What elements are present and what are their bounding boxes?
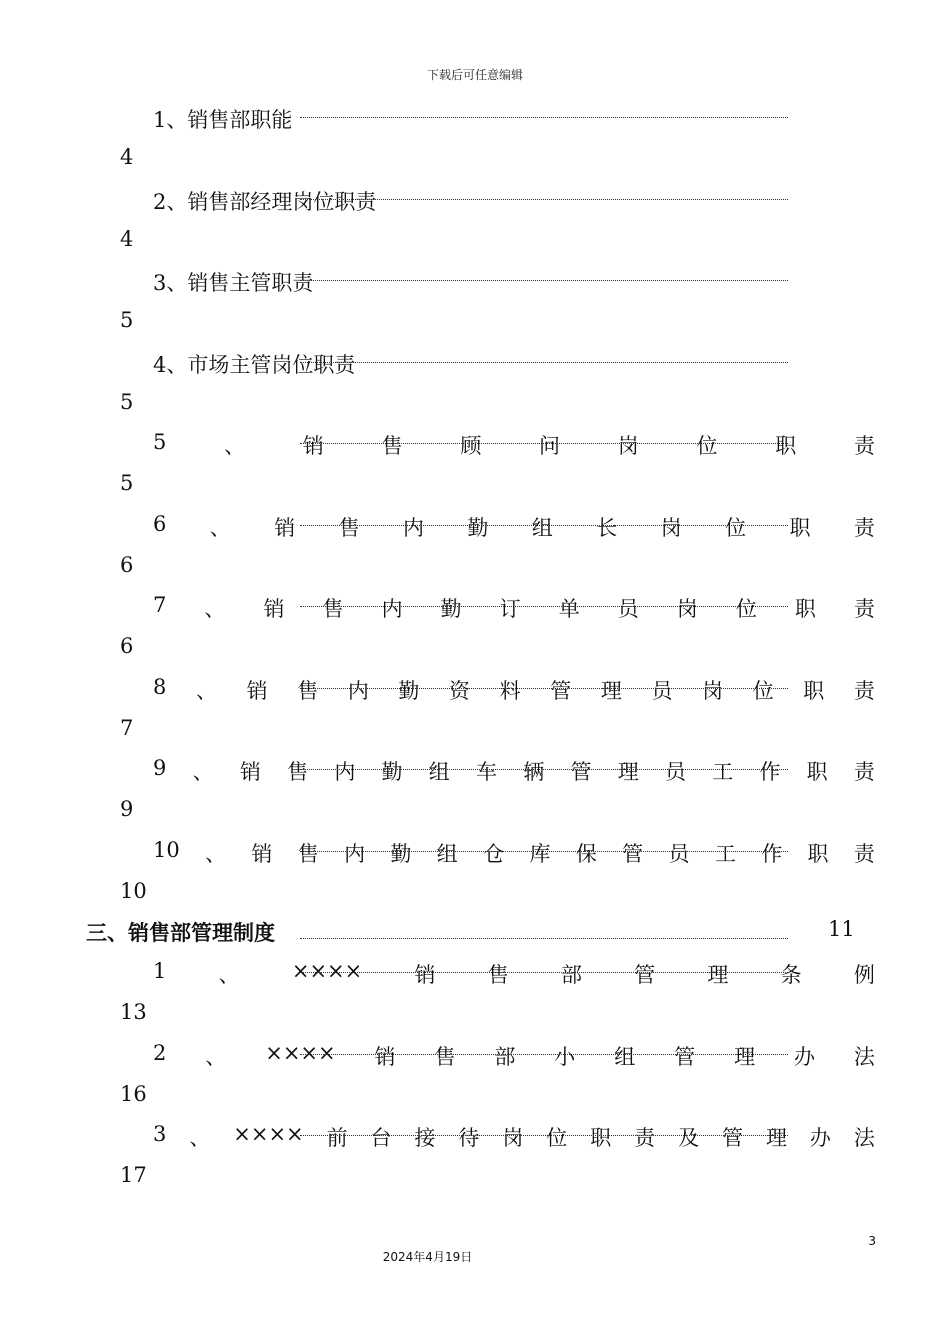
toc-char: 内 xyxy=(381,597,403,621)
toc-char: 内 xyxy=(403,515,424,540)
toc-char: 员 xyxy=(664,760,686,784)
toc-char: 销 xyxy=(263,597,285,621)
toc-leader xyxy=(300,606,788,607)
toc-char: 订 xyxy=(499,597,521,621)
toc-entry-page: 16 xyxy=(120,1081,147,1106)
toc-leader xyxy=(300,525,788,526)
toc-char: 责 xyxy=(853,678,875,703)
toc-char: 9 xyxy=(153,756,167,780)
toc-char: 位 xyxy=(752,678,774,703)
toc-char: 员 xyxy=(617,597,639,621)
toc-char: 管 xyxy=(570,760,592,784)
toc-char: 售 xyxy=(434,1044,456,1069)
toc-char: 位 xyxy=(696,434,718,458)
toc-char: 车 xyxy=(476,760,498,784)
toc-char: 台 xyxy=(370,1126,392,1150)
toc-entry-justified xyxy=(153,593,875,623)
toc-entry-justified xyxy=(153,1041,875,1071)
toc-char: 理 xyxy=(707,963,729,987)
toc-char: 、 xyxy=(192,760,214,784)
toc-char: 售 xyxy=(297,841,319,866)
toc-entry-page: 4 xyxy=(120,226,134,251)
toc-char: 6 xyxy=(153,511,167,536)
toc-entry-justified xyxy=(153,430,875,460)
toc-char: 勤 xyxy=(398,678,420,703)
toc-char: 办 xyxy=(793,1044,815,1069)
toc-leader xyxy=(300,117,788,118)
toc-char: 岗 xyxy=(660,515,682,540)
toc-char: ×××× xyxy=(291,959,363,983)
toc-char: 待 xyxy=(458,1126,480,1150)
toc-char: 8 xyxy=(153,674,167,699)
toc-char: 内 xyxy=(334,760,356,784)
toc-char: 接 xyxy=(414,1126,436,1150)
toc-char: 、 xyxy=(224,434,246,458)
toc-char: 工 xyxy=(714,841,736,866)
toc-char: 岗 xyxy=(702,678,724,703)
toc-entry-title: 4、市场主管岗位职责 xyxy=(153,352,356,377)
toc-entry-page: 5 xyxy=(120,308,134,332)
toc-char: 售 xyxy=(287,760,309,784)
toc-char: 管 xyxy=(622,841,644,866)
toc-leader xyxy=(300,972,788,973)
toc-char: 2 xyxy=(153,1040,167,1065)
toc-char: 岗 xyxy=(676,597,698,621)
toc-leader xyxy=(300,938,788,939)
toc-char: 售 xyxy=(338,515,360,540)
toc-char: ×××× xyxy=(233,1122,304,1146)
toc-char: 理 xyxy=(600,678,622,703)
toc-char: 作 xyxy=(761,841,783,866)
toc-leader xyxy=(300,1135,788,1136)
toc-char: 售 xyxy=(297,678,319,703)
toc-char: 职 xyxy=(775,434,797,458)
toc-char: 1 xyxy=(153,959,167,983)
toc-char: 员 xyxy=(651,678,673,703)
toc-char: 职 xyxy=(806,760,828,784)
toc-entry-page: 9 xyxy=(120,797,134,821)
toc-entry-page: 5 xyxy=(120,389,134,414)
toc-char: ×××× xyxy=(265,1040,336,1065)
toc-char: 单 xyxy=(558,597,580,621)
toc-char: 小 xyxy=(554,1044,576,1069)
toc-entry-page: 10 xyxy=(120,878,147,903)
footer-date: 2024年4月19日 xyxy=(382,1250,473,1264)
toc-entry-justified xyxy=(153,959,875,989)
toc-char: 辆 xyxy=(523,760,545,784)
toc-char: 顾 xyxy=(460,434,482,458)
toc-char: 内 xyxy=(347,678,369,703)
toc-char: 法 xyxy=(853,1044,875,1069)
toc-char: 管 xyxy=(634,963,656,987)
toc-char: 责 xyxy=(853,434,875,458)
toc-char: 职 xyxy=(794,597,816,621)
toc-char: 职 xyxy=(789,515,811,540)
toc-char: 法 xyxy=(853,1126,875,1150)
toc-leader xyxy=(300,362,788,363)
toc-char: 组 xyxy=(531,515,553,540)
toc-char: 部 xyxy=(494,1044,516,1069)
toc-char: 销 xyxy=(246,678,268,703)
toc-char: 库 xyxy=(529,841,551,866)
section-page: 11 xyxy=(828,917,855,941)
toc-leader xyxy=(300,688,788,689)
toc-entry-page: 4 xyxy=(120,145,134,169)
toc-char: 管 xyxy=(550,678,572,703)
toc-char: 责 xyxy=(853,760,875,784)
toc-char: 理 xyxy=(617,760,639,784)
section-heading: 三、销售部管理制度 xyxy=(86,921,275,945)
toc-char: 保 xyxy=(575,841,597,866)
toc-char: 岗 xyxy=(617,434,639,458)
toc-char: 售 xyxy=(381,434,403,458)
toc-char: 销 xyxy=(251,841,273,866)
toc-char: 10 xyxy=(153,837,180,862)
toc-leader xyxy=(300,443,788,444)
toc-char: 售 xyxy=(322,597,344,621)
toc-leader xyxy=(300,769,788,770)
toc-char: 售 xyxy=(487,963,509,987)
toc-char: 内 xyxy=(344,841,366,866)
toc-char: 勤 xyxy=(467,515,489,540)
toc-char: 资 xyxy=(449,678,471,703)
toc-char: 责 xyxy=(634,1126,656,1150)
toc-char: 责 xyxy=(853,515,875,540)
toc-char: 办 xyxy=(809,1126,831,1150)
toc-entry-justified xyxy=(153,838,875,868)
toc-char: 问 xyxy=(539,434,561,458)
toc-char: 岗 xyxy=(502,1126,524,1150)
toc-char: 、 xyxy=(218,963,240,987)
toc-char: 长 xyxy=(596,515,618,540)
toc-char: 责 xyxy=(853,841,875,866)
toc-char: 勤 xyxy=(381,760,403,784)
toc-char: 职 xyxy=(807,841,829,866)
toc-entry-title: 1、销售部职能 xyxy=(153,108,293,132)
toc-char: 及 xyxy=(678,1126,700,1150)
toc-char: 理 xyxy=(734,1044,756,1069)
toc-char: 条 xyxy=(780,963,802,987)
toc-char: 销 xyxy=(274,515,296,540)
toc-char: 销 xyxy=(374,1044,396,1069)
toc-entry-justified xyxy=(153,512,875,542)
toc-char: 7 xyxy=(153,593,167,617)
toc-char: 位 xyxy=(725,515,747,540)
toc-leader xyxy=(300,851,788,852)
toc-char: 、 xyxy=(205,1044,227,1069)
toc-entry-page: 5 xyxy=(120,471,134,495)
toc-entry-page: 6 xyxy=(120,634,134,658)
toc-char: 、 xyxy=(205,841,227,866)
toc-char: 料 xyxy=(499,678,521,703)
toc-char: 理 xyxy=(765,1126,787,1150)
toc-entry-justified xyxy=(153,1122,875,1152)
toc-char: 作 xyxy=(759,760,781,784)
toc-entry-justified xyxy=(153,675,875,705)
toc-char: 组 xyxy=(614,1044,636,1069)
toc-char: 位 xyxy=(546,1126,568,1150)
toc-char: 部 xyxy=(560,963,582,987)
toc-char: 勤 xyxy=(440,597,462,621)
toc-entry-page: 17 xyxy=(120,1163,147,1187)
toc-char: 销 xyxy=(414,963,436,987)
toc-char: 员 xyxy=(668,841,690,866)
toc-char: 勤 xyxy=(390,841,412,866)
toc-char: 、 xyxy=(209,515,231,540)
toc-char: 组 xyxy=(436,841,458,866)
toc-char: 职 xyxy=(803,678,825,703)
toc-char: 销 xyxy=(302,434,324,458)
toc-char: 工 xyxy=(712,760,734,784)
header-note: 下载后可任意编辑 xyxy=(426,68,523,82)
toc-char: 管 xyxy=(722,1126,744,1150)
toc-char: 职 xyxy=(590,1126,612,1150)
toc-entry-page: 7 xyxy=(120,715,134,740)
toc-char: 5 xyxy=(153,430,167,454)
toc-entry-page: 6 xyxy=(120,552,134,577)
toc-char: 仓 xyxy=(483,841,505,866)
toc-leader xyxy=(300,280,788,281)
page-number: 3 xyxy=(868,1234,876,1248)
toc-char: 销 xyxy=(239,760,261,784)
toc-leader xyxy=(300,199,788,200)
toc-entry-title: 2、销售部经理岗位职责 xyxy=(153,189,377,214)
toc-entry-justified xyxy=(153,756,875,786)
toc-char: 责 xyxy=(853,597,875,621)
toc-char: 位 xyxy=(735,597,757,621)
toc-entry-page: 13 xyxy=(120,1000,147,1024)
toc-char: 3 xyxy=(153,1122,167,1146)
toc-char: 管 xyxy=(674,1044,696,1069)
toc-char: 前 xyxy=(326,1126,348,1150)
toc-char: 组 xyxy=(428,760,450,784)
toc-char: 、 xyxy=(204,597,226,621)
toc-entry-title: 3、销售主管职责 xyxy=(153,271,314,295)
toc-char: 、 xyxy=(195,678,217,703)
toc-char: 、 xyxy=(189,1126,211,1150)
toc-char: 例 xyxy=(853,963,875,987)
toc-leader xyxy=(300,1054,788,1055)
